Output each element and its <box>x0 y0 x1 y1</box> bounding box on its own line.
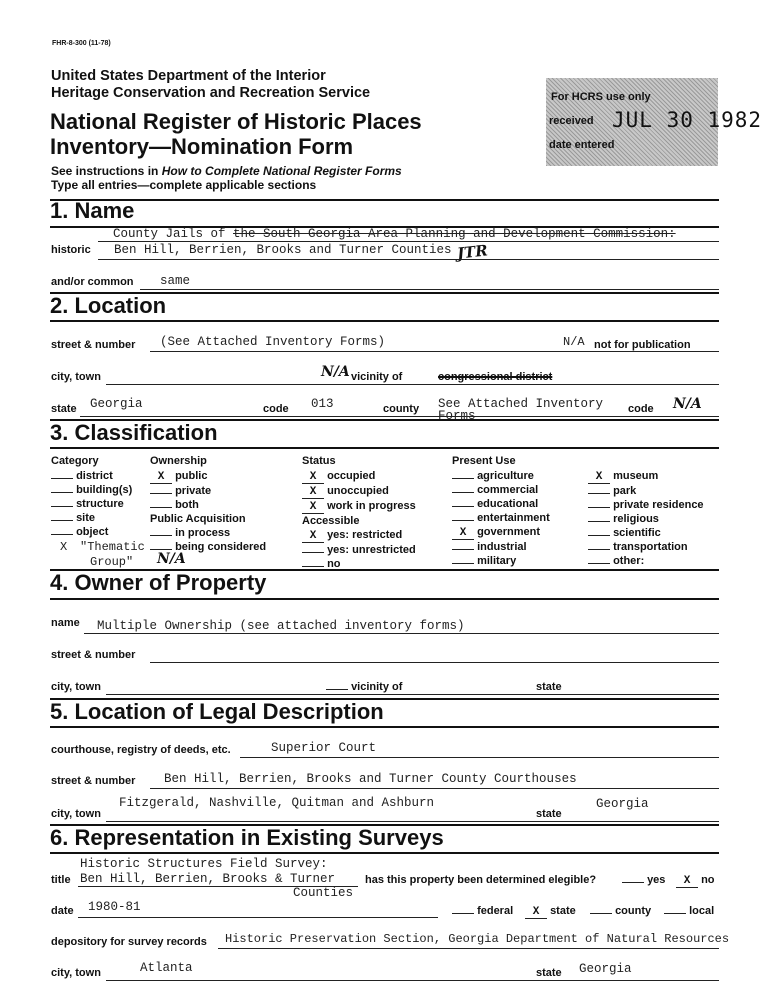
check-blank <box>51 478 73 479</box>
section-6-heading: 6. Representation in Existing Surveys <box>50 825 444 850</box>
check-blank <box>452 913 474 914</box>
agency-line-2: Heritage Conservation and Recreation Service <box>51 85 371 101</box>
option-label: object <box>76 526 109 538</box>
city-label: city, town <box>51 371 101 383</box>
field-line <box>78 886 358 887</box>
check-blank: X <box>676 876 698 888</box>
depository-value: Historic Preservation Section, Georgia Department of Natural Resources <box>225 932 730 946</box>
historic-prefix: County Jails of <box>113 227 234 241</box>
field-line <box>80 416 719 417</box>
owner-vicinity[interactable] <box>326 681 402 693</box>
option-label: state <box>550 905 576 917</box>
check-blank <box>588 493 610 494</box>
state-code-value: 013 <box>311 397 334 411</box>
field-line <box>150 788 719 789</box>
check-blank <box>452 520 474 521</box>
survey-title-line-3: Counties <box>293 886 354 900</box>
status-title: Status <box>302 455 336 467</box>
check-blank <box>51 520 73 521</box>
present-use-col-1 <box>452 469 550 568</box>
checkbox-item[interactable] <box>588 554 704 568</box>
checkbox-item[interactable] <box>588 498 704 512</box>
category-title: Category <box>51 455 99 467</box>
field-line <box>218 948 719 949</box>
instructions-title: How to Complete National Register Forms <box>161 164 402 178</box>
checkbox-item[interactable] <box>452 554 550 568</box>
field-line <box>98 241 719 242</box>
checkbox-item[interactable] <box>51 525 132 539</box>
checkbox-item[interactable] <box>302 469 416 484</box>
check-blank <box>326 689 348 690</box>
option-label: educational <box>477 498 539 510</box>
level-federal[interactable] <box>452 905 513 917</box>
street-label: street & number <box>51 339 136 351</box>
option-label: unoccupied <box>327 485 389 497</box>
option-label: public <box>175 470 208 482</box>
survey-state-label: state <box>536 967 562 979</box>
vicinity-label: vicinity of <box>351 371 403 383</box>
not-for-publication-mark: N/A <box>563 335 585 349</box>
option-label: private <box>175 485 212 497</box>
field-line <box>240 757 719 758</box>
checkbox-item[interactable] <box>452 497 550 511</box>
check-blank: X <box>588 472 610 484</box>
check-blank <box>588 535 610 536</box>
present-use-title: Present Use <box>452 455 516 467</box>
field-line <box>106 694 719 695</box>
owner-street-label: street & number <box>51 649 136 661</box>
hcrs-received-label: received <box>549 115 594 127</box>
field-line <box>150 662 719 663</box>
accessible-title: Accessible <box>302 515 360 527</box>
congressional-district-label: congressional district <box>438 371 553 383</box>
check-blank <box>588 521 610 522</box>
option-label: in process <box>175 527 231 539</box>
survey-city-label: city, town <box>51 967 101 979</box>
county-label: county <box>383 403 420 415</box>
thematic-line-2: Group" <box>90 555 134 569</box>
check-blank <box>588 549 610 550</box>
option-label: vicinity of <box>351 681 403 693</box>
check-blank <box>51 534 73 535</box>
state-label: state <box>51 403 77 415</box>
level-county[interactable] <box>590 905 651 917</box>
section-rule <box>50 199 719 201</box>
legal-city-label: city, town <box>51 808 101 820</box>
form-title-2: Inventory—Nomination Form <box>50 134 354 159</box>
checkbox-item[interactable] <box>150 469 266 484</box>
state-code-label: code <box>263 403 289 415</box>
check-blank: X <box>302 502 324 514</box>
field-line <box>140 289 719 290</box>
legal-city-value: Fitzgerald, Nashville, Quitman and Ashburn <box>119 796 435 810</box>
depository-label: depository for survey records <box>51 936 207 948</box>
check-blank <box>588 507 610 508</box>
check-blank <box>302 566 324 567</box>
checkbox-item[interactable] <box>452 483 550 497</box>
checkbox-item[interactable] <box>302 499 416 514</box>
ownership-list <box>150 469 266 554</box>
field-line <box>106 980 719 981</box>
option-label: industrial <box>477 541 527 553</box>
option-label: both <box>175 499 199 511</box>
checkbox-item[interactable] <box>51 469 132 483</box>
legal-state-value: Georgia <box>596 797 649 811</box>
instructions-prefix: See instructions in <box>51 164 162 178</box>
form-title-1: National Register of Historic Places <box>50 109 422 134</box>
check-blank: X <box>525 907 547 919</box>
option-label: local <box>689 905 715 917</box>
option-label: county <box>615 905 652 917</box>
owner-name-label: name <box>51 617 80 629</box>
section-rule <box>50 320 719 322</box>
checkbox-item[interactable] <box>51 497 132 511</box>
option-label: scientific <box>613 527 661 539</box>
checkbox-item[interactable] <box>51 511 132 525</box>
checkbox-item[interactable] <box>588 512 704 526</box>
section-2-heading: 2. Location <box>50 293 167 318</box>
option-label: site <box>76 512 96 524</box>
survey-date-label: date <box>51 905 74 917</box>
section-rule <box>50 852 719 854</box>
agency-line-1: United States Department of the Interior <box>51 68 326 84</box>
county-code-value: N/A <box>673 396 702 412</box>
option-label: museum <box>613 470 659 482</box>
check-blank: X <box>452 528 474 540</box>
checkbox-item[interactable] <box>302 528 416 543</box>
check-blank <box>452 563 474 564</box>
survey-date-value: 1980-81 <box>88 900 141 914</box>
option-label: federal <box>477 905 514 917</box>
owner-name-value: Multiple Ownership (see attached inventory forms) <box>97 619 465 633</box>
county-value: See Attached Inventory Forms <box>438 397 604 423</box>
owner-state-label: state <box>536 681 562 693</box>
city-value: N/A <box>321 364 350 380</box>
survey-state-value: Georgia <box>579 962 632 976</box>
check-blank <box>452 549 474 550</box>
courthouse-label: courthouse, registry of deeds, etc. <box>51 744 231 756</box>
section-4-heading: 4. Owner of Property <box>50 570 267 595</box>
legal-street-value: Ben Hill, Berrien, Brooks and Turner County Courthouses <box>164 772 577 786</box>
checkbox-item[interactable] <box>588 540 704 554</box>
option-label: government <box>477 526 541 538</box>
check-blank <box>150 549 172 550</box>
option-label: private residence <box>613 499 704 511</box>
option-label: other: <box>613 555 645 567</box>
check-blank <box>51 492 73 493</box>
section-5-heading: 5. Location of Legal Description <box>50 699 384 724</box>
check-blank <box>150 535 172 536</box>
option-label: park <box>613 485 637 497</box>
field-line <box>98 259 719 260</box>
option-label: work in progress <box>327 500 416 512</box>
check-blank <box>588 563 610 564</box>
checkbox-item[interactable] <box>588 526 704 540</box>
checkbox-item[interactable] <box>150 484 266 498</box>
hcrs-received-stamp: JUL 30 1982 <box>612 108 763 132</box>
checkbox-item[interactable] <box>302 484 416 499</box>
field-line <box>106 384 719 385</box>
check-blank <box>302 552 324 553</box>
owner-city-label: city, town <box>51 681 101 693</box>
check-blank <box>664 913 686 914</box>
section-1-heading: 1. Name <box>50 198 135 223</box>
option-label: commercial <box>477 484 539 496</box>
category-list <box>51 469 132 539</box>
eligible-yes[interactable] <box>622 874 665 886</box>
present-use-col-2 <box>588 469 704 568</box>
survey-city-value: Atlanta <box>140 961 193 975</box>
street-value: (See Attached Inventory Forms) <box>160 335 386 349</box>
field-line <box>78 917 438 918</box>
option-label: district <box>76 470 113 482</box>
hcrs-entered-label: date entered <box>549 139 615 151</box>
checkbox-item[interactable] <box>51 483 132 497</box>
status-list <box>302 469 416 571</box>
check-blank: X <box>150 472 172 484</box>
section-3-heading: 3. Classification <box>50 420 218 445</box>
check-blank <box>452 506 474 507</box>
checkbox-item[interactable] <box>588 484 704 498</box>
eligible-question: has this property been determined elegible? <box>365 874 597 886</box>
checkbox-item[interactable] <box>588 469 704 484</box>
checkbox-item[interactable] <box>452 525 550 540</box>
check-blank: X <box>302 487 324 499</box>
checkbox-item[interactable] <box>150 526 266 540</box>
thematic-mark: X <box>60 540 68 554</box>
checkbox-item[interactable] <box>452 469 550 483</box>
historic-name-line-2: Ben Hill, Berrien, Brooks and Turner Counties <box>114 243 452 257</box>
survey-title-label: title <box>51 874 71 886</box>
hcrs-header: For HCRS use only <box>551 91 651 103</box>
thematic-line-1: "Thematic <box>80 540 145 554</box>
check-blank: X <box>302 472 324 484</box>
struck-commission: the South Georgia Area Planning and Development Commission: <box>233 227 676 241</box>
section-rule <box>50 447 719 449</box>
legal-state-label: state <box>536 808 562 820</box>
state-value: Georgia <box>90 397 143 411</box>
public-acquisition-title: Public Acquisition <box>150 513 246 525</box>
checkbox-item[interactable] <box>452 540 550 554</box>
option-label: no <box>327 558 341 570</box>
courthouse-value: Superior Court <box>271 741 377 755</box>
check-blank <box>622 882 644 883</box>
check-blank <box>51 506 73 507</box>
common-label: and/or common <box>51 276 134 288</box>
check-blank <box>150 493 172 494</box>
option-label: building(s) <box>76 484 133 496</box>
option-label: structure <box>76 498 124 510</box>
level-local[interactable] <box>664 905 714 917</box>
level-state[interactable] <box>525 905 576 919</box>
check-blank <box>150 507 172 508</box>
option-label: yes: unrestricted <box>327 544 416 556</box>
section-rule <box>50 598 719 600</box>
option-label: military <box>477 555 517 567</box>
checkbox-item[interactable] <box>150 498 266 512</box>
county-code-label: code <box>628 403 654 415</box>
instructions-line-2: Type all entries—complete applicable sections <box>51 178 317 192</box>
check-blank <box>452 492 474 493</box>
checkbox-item[interactable] <box>302 543 416 557</box>
check-blank <box>452 478 474 479</box>
historic-label: historic <box>51 244 91 256</box>
field-line <box>84 633 719 634</box>
field-line <box>150 351 719 352</box>
option-label: agriculture <box>477 470 534 482</box>
check-blank: X <box>302 531 324 543</box>
ownership-handwritten-na: N/A <box>157 551 186 567</box>
option-label: being considered <box>175 541 267 553</box>
survey-title-line-2: Ben Hill, Berrien, Brooks & Turner <box>80 872 336 886</box>
instructions-line-1 <box>51 164 402 178</box>
not-for-publication-label: not for publication <box>594 339 691 351</box>
handwritten-initials: JTR <box>456 241 489 263</box>
form-id: FHR-8-300 (11-78) <box>52 40 111 47</box>
option-label: transportation <box>613 541 688 553</box>
option-label: yes: restricted <box>327 529 403 541</box>
check-blank <box>590 913 612 914</box>
eligible-no[interactable] <box>676 874 715 888</box>
section-rule <box>50 726 719 728</box>
option-label: no <box>701 874 715 886</box>
common-value: same <box>160 274 191 288</box>
historic-name-line-1 <box>113 227 676 241</box>
legal-street-label: street & number <box>51 775 136 787</box>
field-line <box>106 821 719 822</box>
option-label: yes <box>647 874 666 886</box>
checkbox-item[interactable] <box>452 511 550 525</box>
option-label: entertainment <box>477 512 550 524</box>
ownership-title: Ownership <box>150 455 207 467</box>
option-label: occupied <box>327 470 376 482</box>
survey-title-line-1: Historic Structures Field Survey: <box>80 857 328 871</box>
option-label: religious <box>613 513 659 525</box>
